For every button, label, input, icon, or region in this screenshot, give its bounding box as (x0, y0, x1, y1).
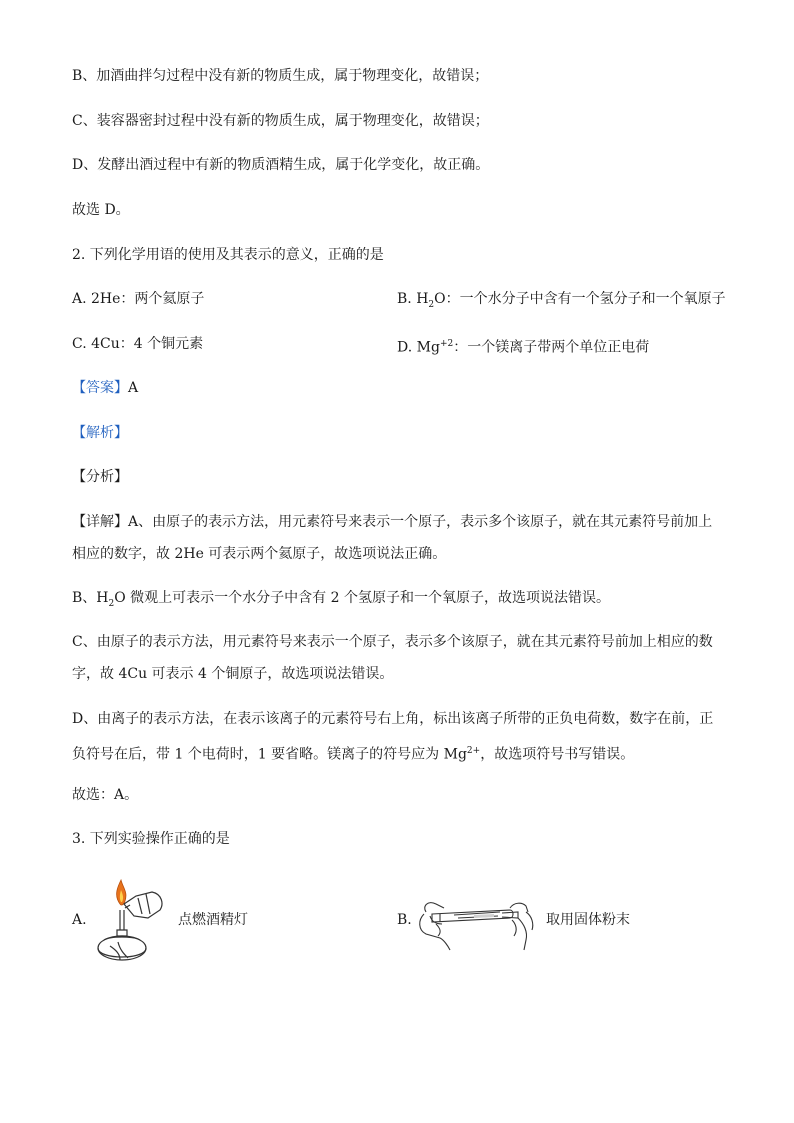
q1-choose: 故选 D。 (72, 202, 130, 218)
q3-option-a-caption: 点燃酒精灯 (178, 912, 248, 928)
q2-detail-b: B、$H_2O$ 微观上可表示一个水分子中含有 2 个氢原子和一个氧原子，故选项说法错误。 (72, 590, 610, 609)
q2-option-c: C. 4Cu：4 个铜元素 (72, 336, 204, 352)
q2-detail-d-line2: 负符号在后，带 1 个电荷时，1 要省略。镁离子的符号应为 $Mg^{2+}$，故选项符号书写错误。 (72, 746, 635, 763)
q3-option-b-letter: B. (397, 912, 412, 928)
q1-analysis-d: D、发酵出酒过程中有新的物质酒精生成，属于化学变化，故正确。 (72, 157, 490, 173)
q1-analysis-c: C、装容器密封过程中没有新的物质生成，属于物理变化，故错误； (72, 113, 489, 129)
q3-option-a-letter: A. (72, 912, 87, 928)
q2-answer: 【答案】A (72, 380, 139, 396)
q2-option-b: B. $H_2O$：一个水分子中含有一个氢分子和一个氧原子 (397, 291, 726, 310)
test-tube-powder-illustration (414, 890, 544, 952)
q3-stem: 3. 下列实验操作正确的是 (72, 831, 230, 847)
q2-detail-a-line2: 相应的数字，故 2He 可表示两个氦原子，故选项说法正确。 (72, 546, 447, 562)
fenxi-tag: 【分析】 (72, 469, 128, 485)
q2-option-a: A. 2He：两个氦原子 (72, 291, 205, 307)
q2-detail-c-line2: 字，故 4Cu 可表示 4 个铜原子，故选项说法错误。 (72, 666, 394, 682)
q1-analysis-b: B、加酒曲拌匀过程中没有新的物质生成，属于物理变化，故错误； (72, 68, 489, 84)
q2-stem: 2. 下列化学用语的使用及其表示的意义，正确的是 (72, 247, 384, 263)
q2-option-d: D. $Mg^{+2}$：一个镁离子带两个单位正电荷 (397, 339, 650, 356)
q2-detail-d-line1: D、由离子的表示方法，在表示该离子的元素符号右上角，标出该离子所带的正负电荷数，数字在前，正 (72, 711, 714, 727)
q3-option-b-caption: 取用固体粉末 (546, 912, 630, 928)
q2-choose: 故选：A。 (72, 787, 139, 803)
answer-tag: 【答案】 (72, 380, 128, 396)
alcohol-lamp-lighting-illustration (90, 874, 176, 968)
q2-detail-a-line1: 【详解】A、由原子的表示方法，用元素符号来表示一个原子，表示多个该原子，就在其元素符号前加上 (72, 514, 713, 530)
analysis-tag: 【解析】 (72, 425, 128, 441)
q2-detail-c-line1: C、由原子的表示方法，用元素符号来表示一个原子，表示多个该原子，就在其元素符号前加上相应的数 (72, 634, 713, 650)
